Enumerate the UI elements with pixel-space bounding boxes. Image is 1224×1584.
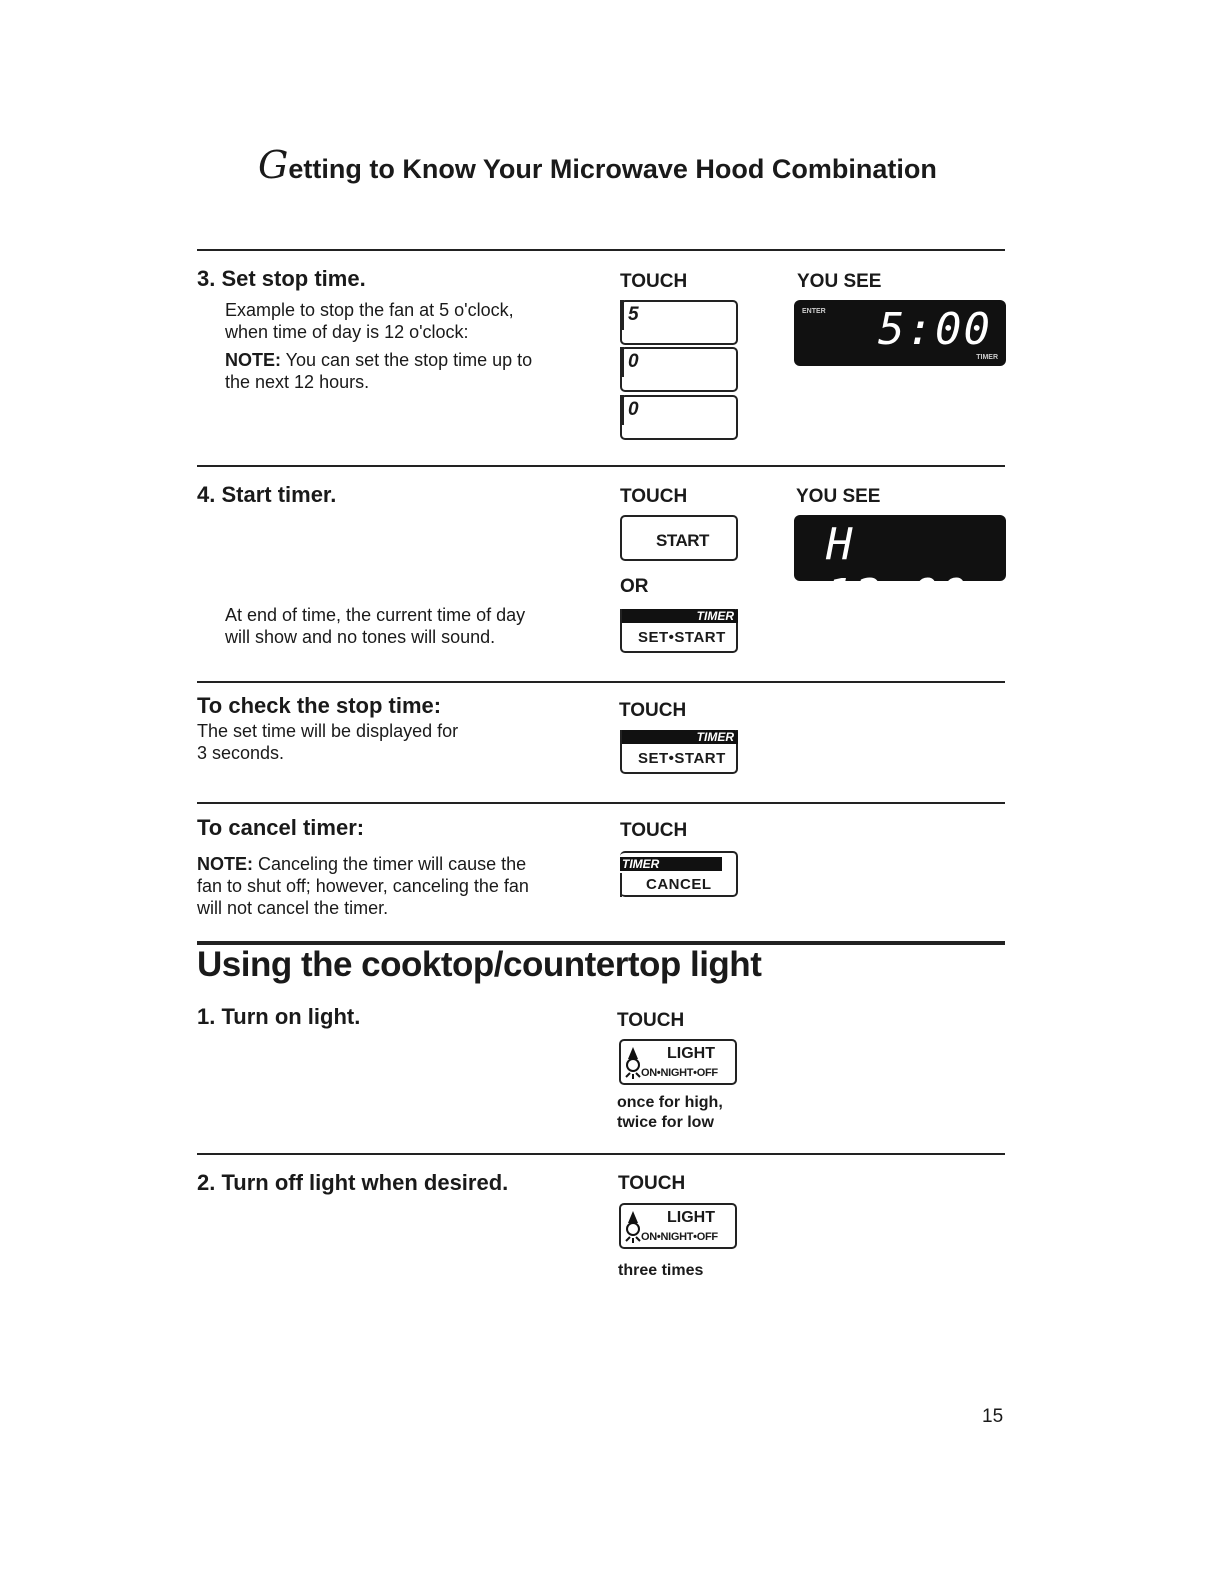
display-screen: ENTER 5:00 TIMER (794, 300, 1006, 366)
timer-set-start-button[interactable]: TIMER SET•START (620, 609, 738, 653)
divider (197, 249, 1005, 251)
number-key-0[interactable]: 0 (620, 347, 738, 392)
check-body: The set time will be displayed for 3 seconds. (197, 721, 459, 763)
touch-label: TOUCH (619, 700, 687, 721)
you-see-label: YOU SEE (797, 271, 882, 292)
touch-label: TOUCH (618, 1173, 686, 1194)
light-bulb-icon (624, 1209, 642, 1249)
divider (197, 465, 1005, 467)
step3-heading: 3. Set stop time. (197, 266, 366, 291)
cancel-heading: To cancel timer: (197, 815, 365, 840)
you-see-label: YOU SEE (796, 486, 881, 507)
light-step2-heading: 2. Turn off light when desired. (197, 1170, 509, 1195)
light-step2-note: three times (618, 1262, 704, 1279)
timer-cancel-button[interactable]: TIMER CANCEL (620, 851, 738, 897)
number-key-5[interactable]: 5 (620, 300, 738, 345)
start-button[interactable]: START (620, 515, 738, 561)
light-step1-heading: 1. Turn on light. (197, 1004, 361, 1029)
timer-label-bar: TIMER (622, 609, 738, 623)
step4-body: At end of time, the current time of day will show and no tones will sound. (225, 605, 526, 647)
touch-label: TOUCH (617, 1010, 685, 1031)
divider (197, 1153, 1005, 1155)
light-button[interactable]: LIGHT ON•NIGHT•OFF (619, 1039, 737, 1085)
timer-label-bar: TIMER (622, 730, 738, 744)
display-screen: H 12:00 (794, 515, 1006, 581)
step3-body: Example to stop the fan at 5 o'clock, when time of day is 12 o'clock: NOTE: You can set the stop time up to the next 12 hours. (225, 300, 533, 392)
light-button[interactable]: LIGHT ON•NIGHT•OFF (619, 1203, 737, 1249)
touch-label: TOUCH (620, 271, 688, 292)
page-title: Getting to Know Your Microwave Hood Combination (258, 143, 937, 187)
touch-label: TOUCH (620, 820, 688, 841)
light-bulb-icon (624, 1045, 642, 1085)
timer-label-bar: TIMER (620, 857, 722, 871)
divider (197, 681, 1005, 683)
touch-label: TOUCH (620, 486, 688, 507)
timer-set-start-button[interactable]: TIMER SET•START (620, 730, 738, 774)
step4-heading: 4. Start timer. (197, 482, 337, 507)
page-number: 15 (982, 1406, 1004, 1427)
light-step1-note: once for high, twice for low (617, 1094, 723, 1131)
section-heading: Using the cooktop/countertop light (197, 945, 762, 984)
divider (197, 802, 1005, 804)
cancel-body: NOTE: Canceling the timer will cause the fan to shut off; however, canceling the fan will not cancel the timer. (197, 854, 529, 918)
or-label: OR (620, 576, 649, 597)
number-key-0[interactable]: 0 (620, 395, 738, 440)
check-heading: To check the stop time: (197, 693, 442, 718)
